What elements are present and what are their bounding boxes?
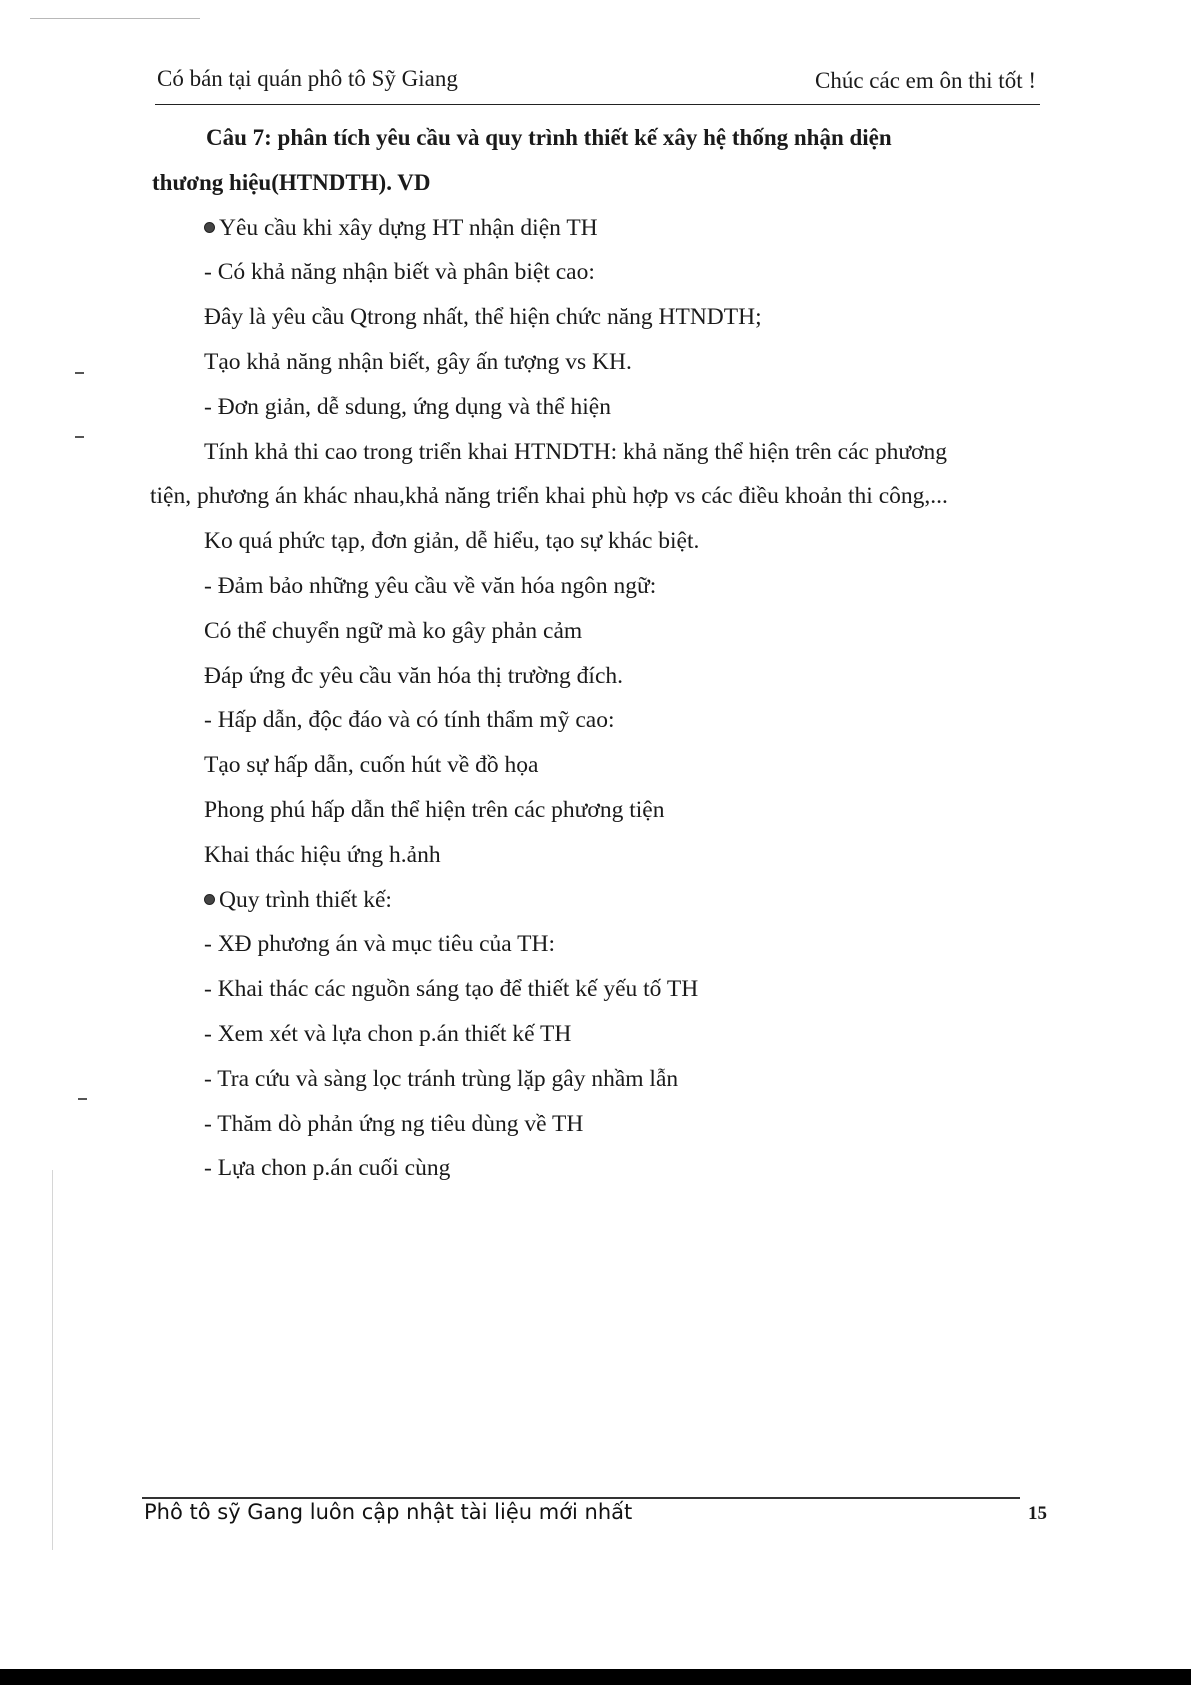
body-line: - Lựa chon p.án cuối cùng xyxy=(204,1155,451,1182)
body-line: Khai thác hiệu ứng h.ảnh xyxy=(204,841,441,868)
body-line: Đáp ứng đc yêu cầu văn hóa thị trường đích. xyxy=(204,662,624,689)
body-line: Tạo khả năng nhận biết, gây ấn tượng vs KH. xyxy=(204,348,632,375)
bullet-icon xyxy=(204,222,215,233)
body-line: - Xem xét và lựa chon p.án thiết kế TH xyxy=(204,1020,572,1047)
scan-bottom-band xyxy=(0,1669,1191,1685)
margin-mark xyxy=(78,1098,87,1100)
page-number: 15 xyxy=(1028,1503,1047,1524)
question-heading-line-1: Câu 7: phân tích yêu cầu và quy trình thiết kế xây hệ thống nhận diện xyxy=(206,125,892,150)
margin-mark xyxy=(75,436,84,438)
requirements-heading: Yêu cầu khi xây dựng HT nhận diện TH xyxy=(152,206,1064,251)
margin-mark xyxy=(75,372,84,374)
body-line: - Hấp dẫn, độc đáo và có tính thẩm mỹ cao: xyxy=(204,707,615,734)
header-right-text: Chúc các em ôn thi tốt ! xyxy=(815,68,1036,93)
scan-artifact-line xyxy=(30,18,200,19)
question-heading-line-2: thương hiệu(HTNDTH). VD xyxy=(152,169,431,195)
scan-edge-shadow xyxy=(52,1170,53,1550)
body-line: - XĐ phương án và mục tiêu của TH: xyxy=(204,931,556,958)
body-line: Tính khả thi cao trong triển khai HTNDTH: khả năng thể hiện trên các phương xyxy=(204,438,948,465)
footer-text: Phô tô sỹ Gang luôn cập nhật tài liệu mới nhất xyxy=(144,1500,633,1524)
body-line: - Khai thác các nguồn sáng tạo để thiết kế yếu tố TH xyxy=(204,976,699,1003)
body-line: Phong phú hấp dẫn thể hiện trên các phương tiện xyxy=(204,796,665,823)
page-header xyxy=(155,64,1040,105)
body-line: - Đảm bảo những yêu cầu về văn hóa ngôn ngữ: xyxy=(204,572,657,599)
header-left-text: Có bán tại quán phô tô Sỹ Giang xyxy=(157,66,458,91)
body-line: Có thể chuyển ngữ mà ko gây phản cảm xyxy=(204,617,583,644)
process-heading: Quy trình thiết kế: xyxy=(152,878,1064,923)
body-line: Ko quá phức tạp, đơn giản, dễ hiểu, tạo sự khác biệt. xyxy=(204,528,700,555)
body-line: - Có khả năng nhận biết và phân biệt cao: xyxy=(204,259,595,286)
question-heading xyxy=(152,116,1064,206)
body-line: tiện, phương án khác nhau,khả năng triển khai phù hợp vs các điều khoản thi công,... xyxy=(150,483,948,510)
body-line: - Thăm dò phản ứng ng tiêu dùng về TH xyxy=(204,1110,584,1137)
footer-divider xyxy=(142,1497,1020,1499)
document-body xyxy=(152,116,1064,1191)
body-line: - Đơn giản, dễ sdung, ứng dụng và thể hiện xyxy=(204,393,611,420)
bullet-icon xyxy=(204,894,215,905)
body-line: Đây là yêu cầu Qtrong nhất, thể hiện chức năng HTNDTH; xyxy=(204,304,762,331)
body-line: - Tra cứu và sàng lọc tránh trùng lặp gây nhầm lẫn xyxy=(204,1065,679,1092)
body-line: Tạo sự hấp dẫn, cuốn hút về đồ họa xyxy=(204,752,539,779)
